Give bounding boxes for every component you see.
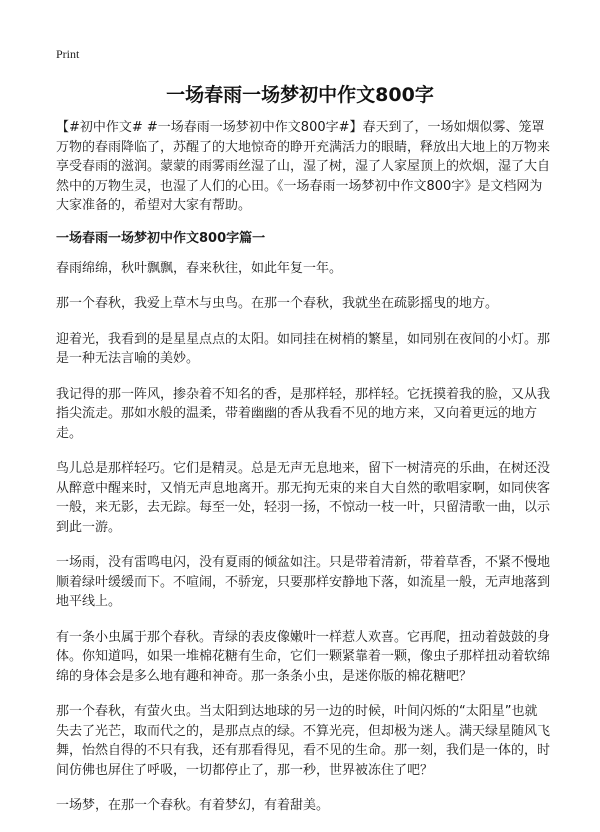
paragraph: 我记得的那一阵风，掺杂着不知名的香，是那样轻，那样轻。它抚摸着我的脸，又从我指尖流走。那如水般的温柔，带着幽幽的香从我看不见的地方来，又向着更远的地方走。 bbox=[56, 386, 551, 441]
section-heading: 一场春雨一场梦初中作文800字篇一 bbox=[56, 230, 266, 246]
print-link[interactable]: Print bbox=[56, 47, 80, 61]
paragraph: 那一个春秋，我爱上草木与虫鸟。在那一个春秋，我就坐在疏影摇曳的地方。 bbox=[56, 296, 499, 311]
paragraph: 春雨绵绵，秋叶飘飘，春来秋往，如此年复一年。 bbox=[56, 260, 343, 276]
paragraph: 一场梦，在那一个春秋。有着梦幻，有着甜美。 bbox=[56, 798, 330, 813]
paragraph: 鸟儿总是那样轻巧。它们是精灵。总是无声无息地来，留下一树清亮的乐曲，在树还没从醉意中醒来时，又悄无声息地离开。那无拘无束的来自大自然的歌唱家啊，如同侠客一般，来无影，去无踪。每至一处，轻羽一扬，不惊动一枝一叶，只留清歌一曲，以示到此一游。 bbox=[56, 461, 551, 535]
paragraph: 一场雨，没有雷鸣电闪，没有夏雨的倾盆如注。只是带着清新，带着草香，不紧不慢地顺着绿叶缓缓而下。不喧闹，不骄宠，只要那样安静地下落，如流星一般，无声地落到地平线上。 bbox=[56, 555, 551, 609]
paragraph: 有一条小虫属于那个春秋。青绿的表皮像嫩叶一样惹人欢喜。它再爬，扭动着鼓鼓的身体。你知道吗，如果一堆棉花糖有生命，它们一颗紧靠着一颗，像虫子那样扭动着软绵绵的身体会是多么地有趣和神奇。那一条条小虫，是迷你版的棉花糖吧？ bbox=[56, 629, 551, 684]
article-body bbox=[56, 118, 550, 832]
paragraph: 那一个春秋，有萤火虫。当太阳到达地球的另一边的时候，叶间闪烁的“太阳星”也就失去了光芒，取而代之的，是那点点的绿。不算光亮，但却极为迷人。满天绿星随风飞舞，怡然自得的不只有我，还有那看得见，看不见的生命。那一刻，我们是一体的，时间仿佛也屏住了呼吸，一切都停止了，那一秒，世界被冻住了吧？ bbox=[56, 704, 551, 778]
intro-paragraph: 【#初中作文# #一场春雨一场梦初中作文800字#】春天到了，一场如烟似雾、笼罩万物的春雨降临了，苏醒了的大地惊奇的睁开充满活力的眼睛，释放出大地上的万物来享受春雨的滋润。蒙蒙的雨雾雨丝湿了山，湿了树，湿了人家屋顶上的炊烟，湿了大自然中的万物生灵，也湿了人们的心田。《一场春雨一场梦初中作文800字》是文档网为大家准备的，希望对大家有帮助。 bbox=[56, 120, 551, 213]
page-title: 一场春雨一场梦初中作文800字 bbox=[166, 84, 434, 106]
paragraph: 迎着光，我看到的是星星点点的太阳。如同挂在树梢的繁星，如同别在夜间的小灯。那是一种无法言喻的美妙。 bbox=[56, 331, 551, 366]
